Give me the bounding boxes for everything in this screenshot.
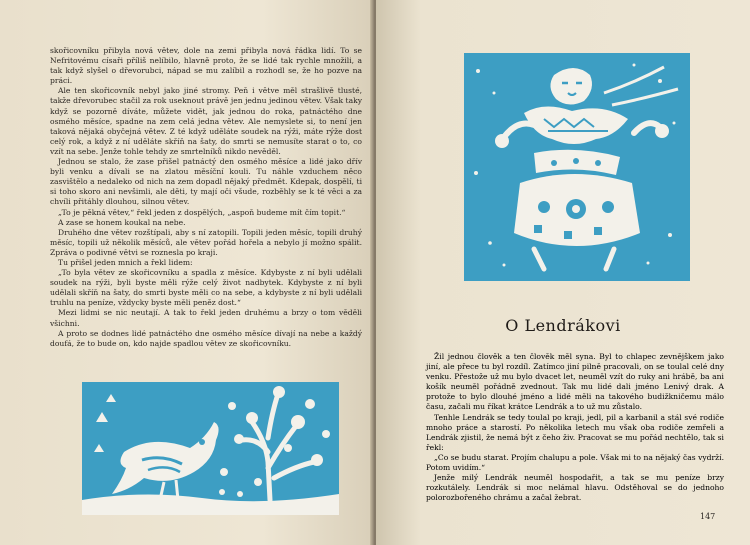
paragraph: Tu přišel jeden mnich a řekl lidem: [58, 257, 193, 267]
paragraph: „To je pěkná větev,“ řekl jeden z dospělých, „aspoň budeme mít čím topit.“ [58, 207, 346, 217]
moon-figure-illustration [464, 53, 690, 281]
bird-branch-illustration [82, 382, 339, 515]
chapter-title: O Lendrákovi [505, 316, 621, 335]
bird-branch-drawing [82, 382, 339, 515]
paragraph: Ale ten skořicovník nebyl jako jiné stromy. Peň i větve měl strašlivě tlusté, takže dřevorubec stačil za rok useknout právě jen jednu jedinou větev. Však taky když se pozorně díváte, můžete vidět, jak jednou do roka, patnáctého dne osmého měsíce, spadne na zem celá jedna větev. Ale nemyslete si, to není jen taková nějaká obyčejná větev. Z té když uděláte soudek na rýži, máte rýže dost celý rok, a když z ní uděláte skříň na šaty, do smrti se nemusíte starat o to, co vzít na sebe. Jenže tohle tehdy ze smrtelníků nikdo nevěděl. [50, 86, 362, 156]
right-page-text [426, 352, 724, 503]
paragraph: skořicovníku přibyla nová větev, dole na zemi přibyla nová řádka lidí. To se Nefritovému císaři příliš nelíbilo, hlavně proto, že se lidé tak rychle množili, a tak když slyšel o dřevorubci, nápad se mu zalíbil a rozhodl se, že ho pozve na práci. [50, 46, 362, 86]
paragraph: A zase se honem koukal na nebe. [58, 217, 186, 227]
left-page [0, 0, 374, 545]
paragraph: Druhého dne větev rozštípali, aby s ní zatopili. Topili jeden měsíc, topili druhý měsíc, topili už několik měsíců, ale větev pořád hořela a nebylo jí možno spálit. Zpráva o podivné větvi se roznesla po kraji. [50, 227, 362, 257]
left-page-text [50, 46, 362, 349]
paragraph: Žil jednou člověk a ten člověk měl syna. Byl to chlapec zevnějškem jako jiní, ale přece tu byl rozdíl. Zatímco jiní pilně pracovali, on se toulal celé dny venku. Přestože už mu bylo dvacet let, neuměl vzít do ruky ani hrábě, ba ani košík neuměl pořádně zvednout. Tak mu lidé dali jméno Lenivý drak. A protože to bylo dlouhé jméno a lidé měli na takového budižkničemu málo času, začali mu říkat krátce Lendrák a to už mu zůstalo. [426, 352, 724, 412]
page-number: 147 [700, 512, 716, 521]
paragraph: Jenže milý Lendrák neuměl hospodařit, a tak se mu peníze brzy rozkutálely. Lendrák si moc nelámal hlavu. Odstěhoval se do jednoho polorozbořeného chrámu a začal žebrat. [426, 473, 724, 503]
paragraph: „Co se budu starat. Projím chalupu a pole. Však mi to na nějaký čas vydrží. Potom uvidím.“ [426, 452, 724, 473]
paragraph: Tenhle Lendrák se tedy toulal po kraji, jedl, pil a karbanil a stál své rodiče mnoho práce a starostí. Po několika letech mu však oba rodiče zemřeli a Lendrák zjistil, že nemá být z čeho živ. Pracovat se mu pořád nechtělo, tak si řekl: [426, 412, 724, 452]
paragraph: Jednou se stalo, že zase přišel patnáctý den osmého měsíce a lidé jako dřív byli venku a dívali se na zlatou měsíční kouli. Tu náhle vzduchem něco zasvištělo a nedaleko od nich na zem dopadl nějaký předmět. Kdepak, dospělí, ti si toho skoro ani nevšimli, ale děti, ty mají oči všude, rozběhly se k té věci a za chvíli přitáhly dlouhou, silnou větev. [50, 157, 362, 207]
paragraph: Mezi lidmi se nic neutají. A tak to řekl jeden druhému a brzy o tom věděli všichni. [50, 308, 362, 328]
paragraph: „To byla větev ze skořicovníku a spadla z měsíce. Kdybyste z ní byli udělali soudek na rýži, byli byste měli rýže celý život nadbytek. Kdybyste z ní byli udělali skříň na šaty, do smrti byste měli co na sebe, a kdybyste z ní byli udělali truhlu na peníze, vždycky byste měli peněz dost.“ [50, 268, 362, 308]
paragraph: A proto se dodnes lidé patnáctého dne osmého měsíce dívají na nebe a každý doufá, že to bude on, kdo najde spadlou větev ze skořicovníku. [50, 328, 362, 348]
moon-figure-drawing [464, 53, 690, 281]
